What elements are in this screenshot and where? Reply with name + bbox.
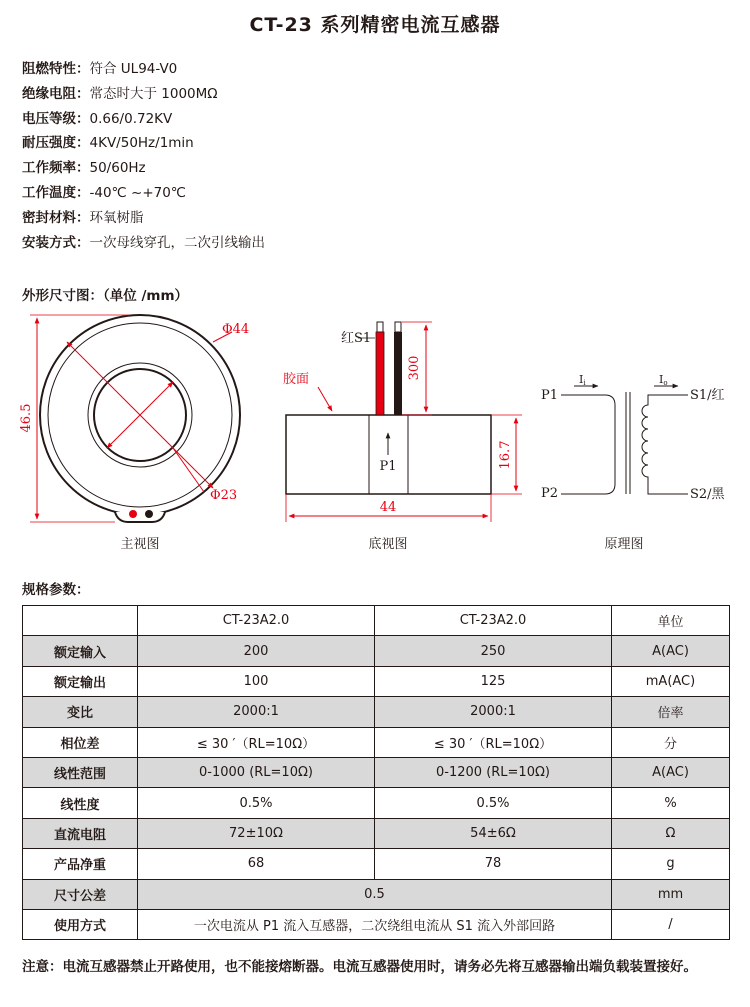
spec-row [22,231,265,256]
table-cell: 0.5% [375,788,612,818]
table-cell: 尺寸公差 [23,879,138,909]
params-heading: 规格参数： [22,582,90,598]
table-cell: Ω [612,818,730,848]
spec-value: -40℃ ~+70℃ [89,184,186,201]
table-cell: 78 [375,849,612,879]
table-cell: 0-1200 (RL=10Ω) [375,757,612,787]
table-row [23,697,730,727]
spec-label: 绝缘电阻： [22,85,90,102]
table-cell: CT-23A2.0 [138,606,375,636]
table-cell: 倍率 [612,697,730,727]
table-cell: 54±6Ω [375,818,612,848]
table-cell: ≤ 30 ′（RL=10Ω） [138,727,375,757]
glue-face-arrow [318,387,332,411]
red-lead-wire [376,332,384,415]
spec-row [22,82,265,107]
spec-label: 工作温度： [22,184,90,201]
table-cell: 0-1000 (RL=10Ω) [138,757,375,787]
spec-value: 0.66/0.72KV [89,110,173,127]
red-lead-tip [377,322,383,332]
schematic-s2-label: S2/黑 [690,487,725,502]
table-cell: mA(AC) [612,666,730,696]
table-row [23,727,730,757]
table-cell [23,606,138,636]
table-row [23,879,730,909]
spec-value: 50/60Hz [89,160,146,177]
table-cell: mm [612,879,730,909]
lead-label: 红S1 [341,331,372,346]
black-terminal [145,510,153,518]
spec-label: 安装方式： [22,234,90,251]
table-cell: 2000:1 [375,697,612,727]
bottom-view [283,322,522,552]
dimension-drawings [0,300,750,560]
table-cell: 2000:1 [138,697,375,727]
spec-value: 4KV/50Hz/1min [89,135,194,152]
secondary-winding [642,395,688,494]
spec-value: 环氧树脂 [89,209,144,226]
outer-diameter-label: Φ44 [222,322,250,337]
spec-row [22,57,265,82]
spec-row [22,131,265,156]
schematic-p1-label: P1 [541,388,559,403]
table-cell: / [612,909,730,939]
table-cell: 72±10Ω [138,818,375,848]
table-row [23,636,730,666]
front-view-caption: 主视图 [120,537,160,552]
table-cell: 产品净重 [23,849,138,879]
spec-value: 符合 UL94-V0 [89,61,178,77]
spec-list [22,57,265,255]
black-lead-wire [394,332,402,415]
table-cell: 0.5% [138,788,375,818]
table-row [23,666,730,696]
spec-label: 耐压强度： [22,135,90,152]
spec-row [22,206,265,231]
table-cell: A(AC) [612,757,730,787]
table-cell: 一次电流从 P1 流入互感器，二次绕组电流从 S1 流入外部回路 [138,909,612,939]
secondary-current-subscript: o [663,379,668,387]
spec-label: 密封材料： [22,209,90,226]
spec-value: 常态时大于 1000MΩ [89,85,218,102]
table-cell: 125 [375,666,612,696]
table-cell: 线性范围 [23,757,138,787]
primary-current-subscript: i [583,379,586,387]
page-title: CT-23 系列精密电流互感器 [249,14,501,36]
table-cell: 线性度 [23,788,138,818]
front-view [19,315,249,552]
terminal-tab [115,512,165,522]
dimension-heading: 外形尺寸图：（单位 /mm） [22,288,189,304]
table-cell: 额定输出 [23,666,138,696]
warning-note: 注意：电流互感器禁止开路使用，也不能接熔断器。电流互感器使用时，请务必先将互感器输出端负载装置接好。 [22,959,697,975]
table-row [23,788,730,818]
table-cell: 250 [375,636,612,666]
schematic-caption: 原理图 [604,537,644,552]
lead-length-label: 300 [407,355,422,381]
table-cell: g [612,849,730,879]
secondary-current-label [659,373,668,387]
spec-label: 阻燃特性： [22,61,90,77]
table-row [23,818,730,848]
red-terminal [129,510,137,518]
table-cell: 68 [138,849,375,879]
table-cell: 直流电阻 [23,818,138,848]
table-cell: ≤ 30 ′（RL=10Ω） [375,727,612,757]
primary-winding [605,395,615,494]
table-cell: 分 [612,727,730,757]
black-lead-tip [395,322,401,332]
primary-current-label [579,373,586,387]
glue-face-label: 胶面 [283,372,310,387]
table-row [23,757,730,787]
secondary-current-symbol: I [659,373,664,386]
table-cell: 额定输入 [23,636,138,666]
spec-row [22,107,265,132]
schematic [541,373,726,552]
schematic-s1-label: S1/红 [690,388,725,403]
table-cell: 0.5 [138,879,612,909]
spec-value: 一次母线穿孔，二次引线输出 [89,234,265,251]
width-label: 44 [379,500,397,515]
table-row [23,849,730,879]
inner-diameter-label: Φ23 [210,488,238,503]
table-cell: 使用方式 [23,909,138,939]
table-cell: 单位 [612,606,730,636]
table-cell: CT-23A2.0 [375,606,612,636]
schematic-p2-label: P2 [541,486,559,501]
table-row [23,909,730,939]
spec-row [22,181,265,206]
thickness-label: 16.7 [498,440,513,470]
bottom-view-caption: 底视图 [368,537,408,552]
spec-label: 电压等级： [22,110,90,127]
bottom-p1-label: P1 [379,459,397,474]
table-cell: A(AC) [612,636,730,666]
primary-current-symbol: I [579,373,584,386]
table-cell: 变比 [23,697,138,727]
spec-table [22,605,730,940]
table-cell: 100 [138,666,375,696]
table-cell: 200 [138,636,375,666]
height-label: 46.5 [19,403,34,433]
spec-row [22,156,265,181]
table-cell: % [612,788,730,818]
spec-label: 工作频率： [22,160,90,177]
table-header-row [23,606,730,636]
table-cell: 相位差 [23,727,138,757]
